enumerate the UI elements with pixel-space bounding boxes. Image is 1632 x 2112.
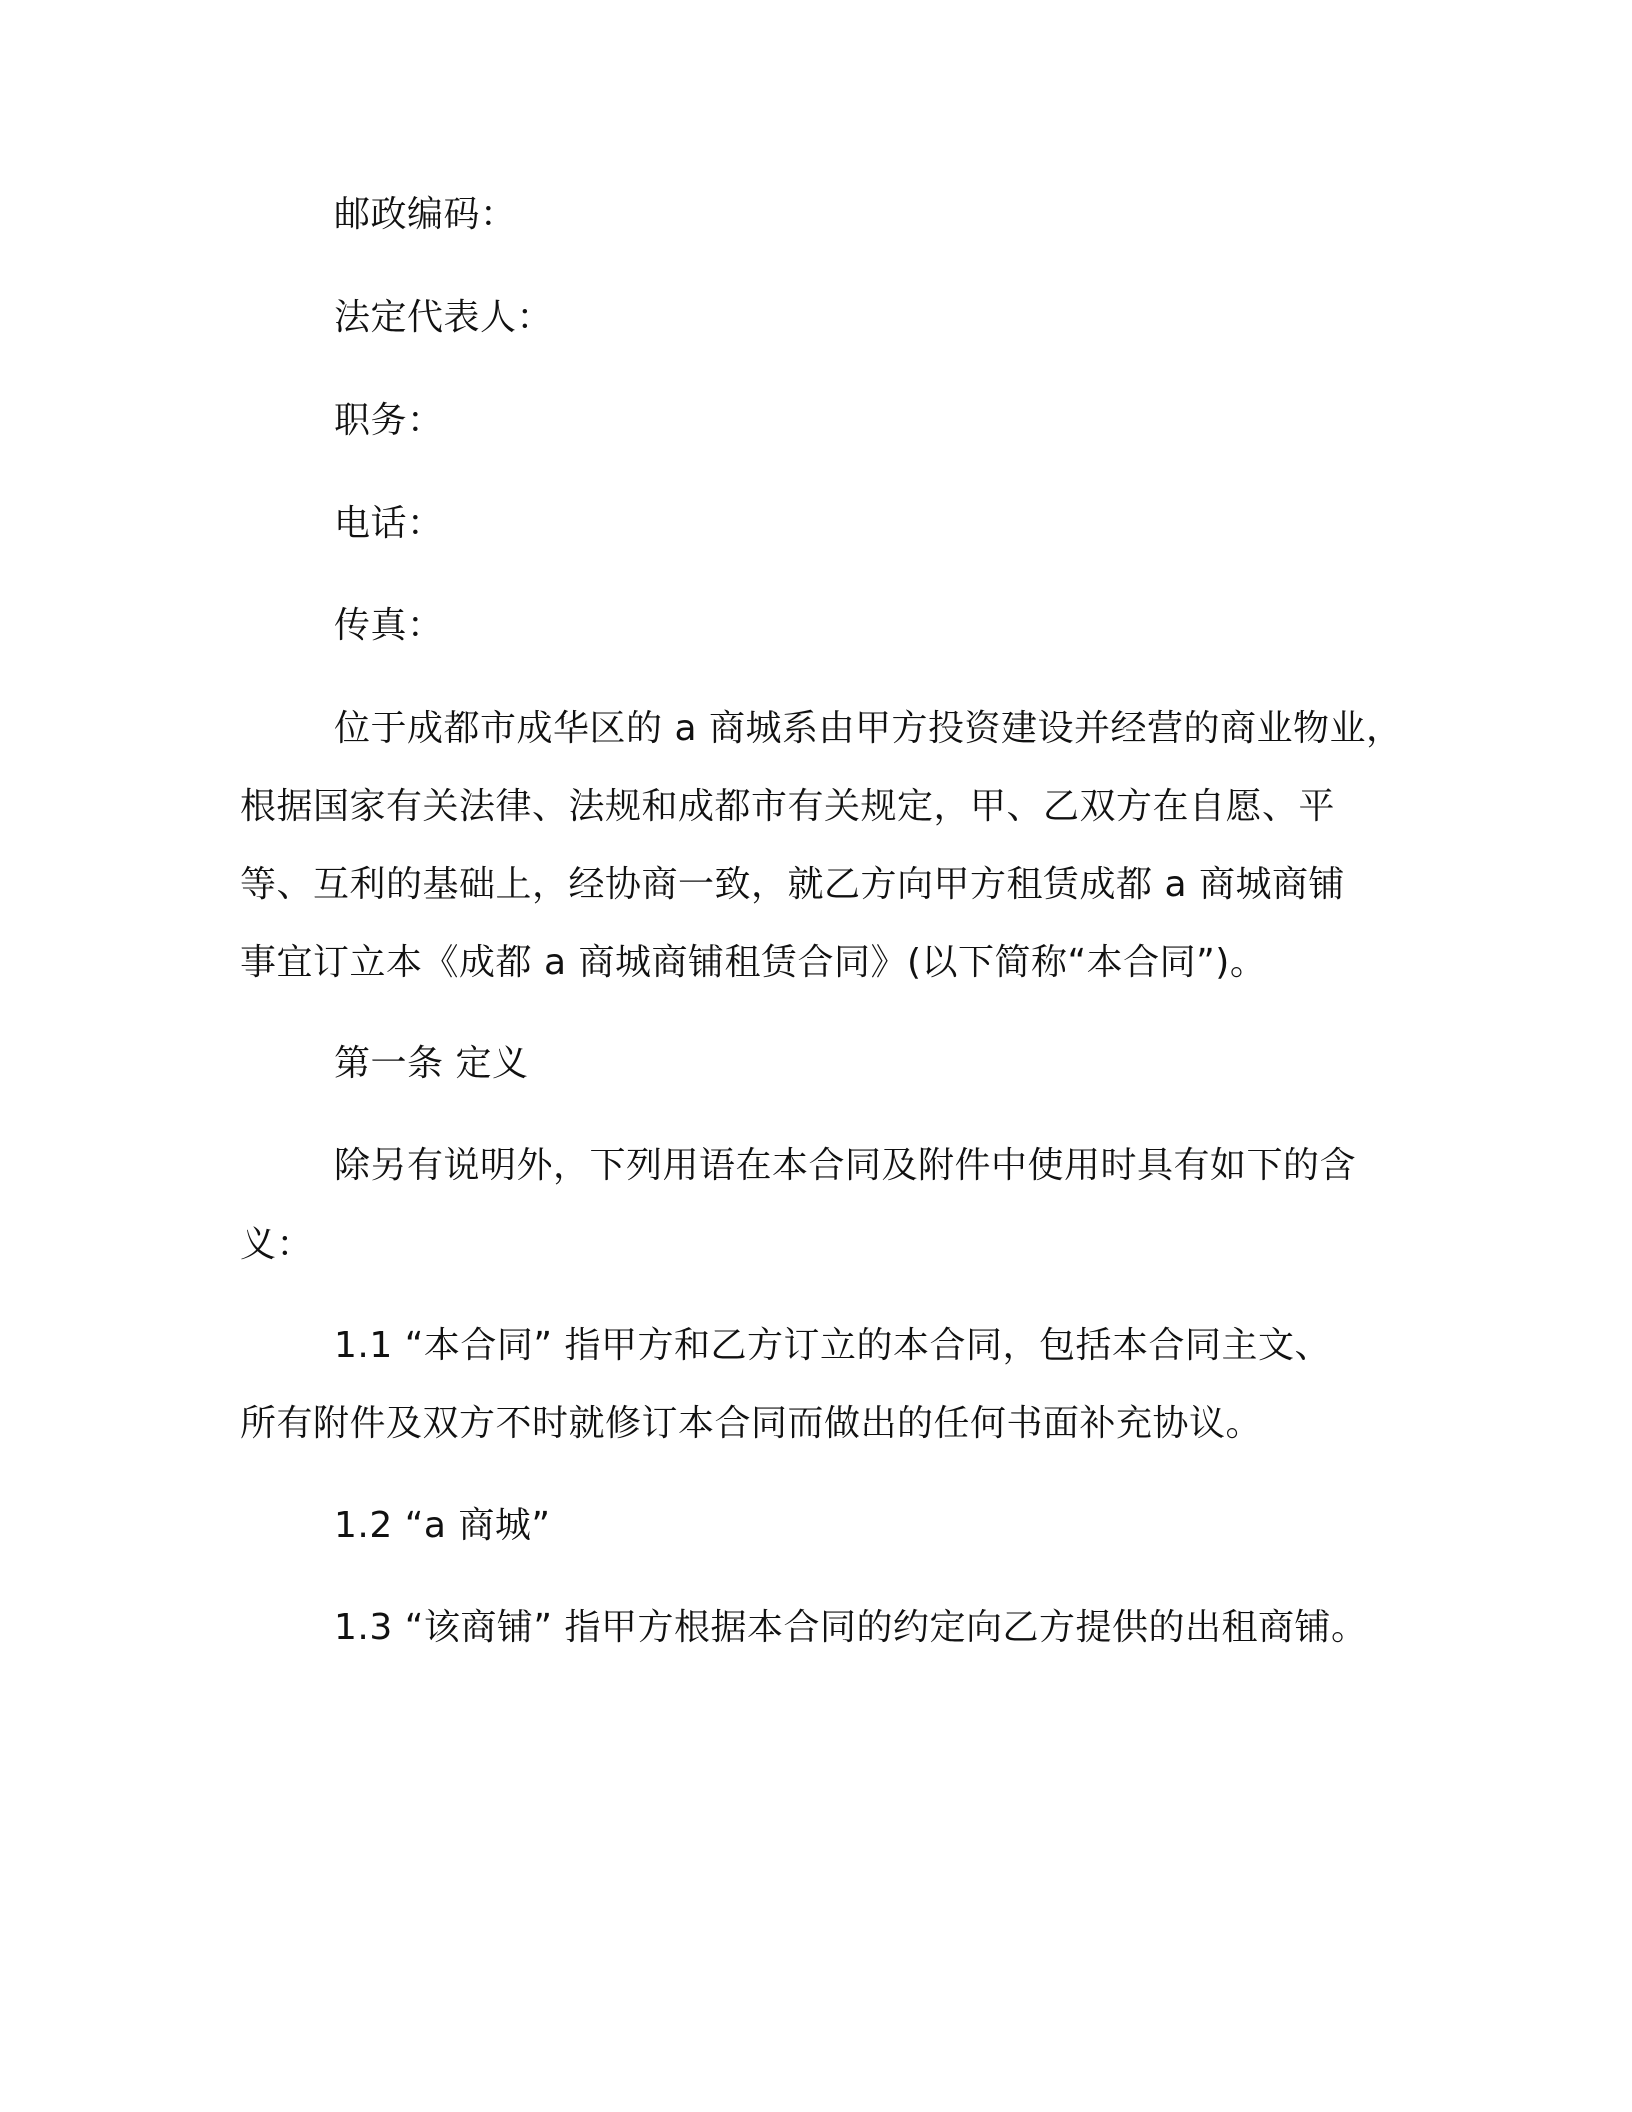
- postal-code-label: 邮政编码：: [334, 194, 517, 235]
- phone-label: 电话：: [334, 503, 444, 544]
- preamble-line: 位于成都市成华区的 a 商城系由甲方投资建设并经营的商业物业，: [334, 708, 1403, 749]
- preamble-line: 等、互利的基础上，经协商一致，就乙方向甲方租赁成都 a 商城商铺: [240, 864, 1345, 905]
- article-1-intro-line: 义：: [240, 1224, 314, 1265]
- clause-1-3: 1.3 “该商铺” 指甲方根据本合同的约定向乙方提供的出租商铺。: [334, 1607, 1368, 1648]
- position-label: 职务：: [334, 400, 444, 441]
- clause-1-1-line: 所有附件及双方不时就修订本合同而做出的任何书面补充协议。: [240, 1403, 1263, 1444]
- article-1-heading: 第一条 定义: [334, 1043, 529, 1084]
- preamble-line: 事宜订立本《成都 a 商城商铺租赁合同》(以下简称“本合同”)。: [240, 942, 1267, 983]
- fax-label: 传真：: [334, 605, 444, 646]
- clause-1-1-line: 1.1 “本合同” 指甲方和乙方订立的本合同，包括本合同主文、: [334, 1325, 1331, 1366]
- clause-1-2: 1.2 “a 商城”: [334, 1505, 551, 1546]
- legal-representative-label: 法定代表人：: [334, 297, 554, 338]
- article-1-intro-line: 除另有说明外，下列用语在本合同及附件中使用时具有如下的含: [334, 1145, 1357, 1186]
- preamble-line: 根据国家有关法律、法规和成都市有关规定，甲、乙双方在自愿、平: [240, 786, 1336, 827]
